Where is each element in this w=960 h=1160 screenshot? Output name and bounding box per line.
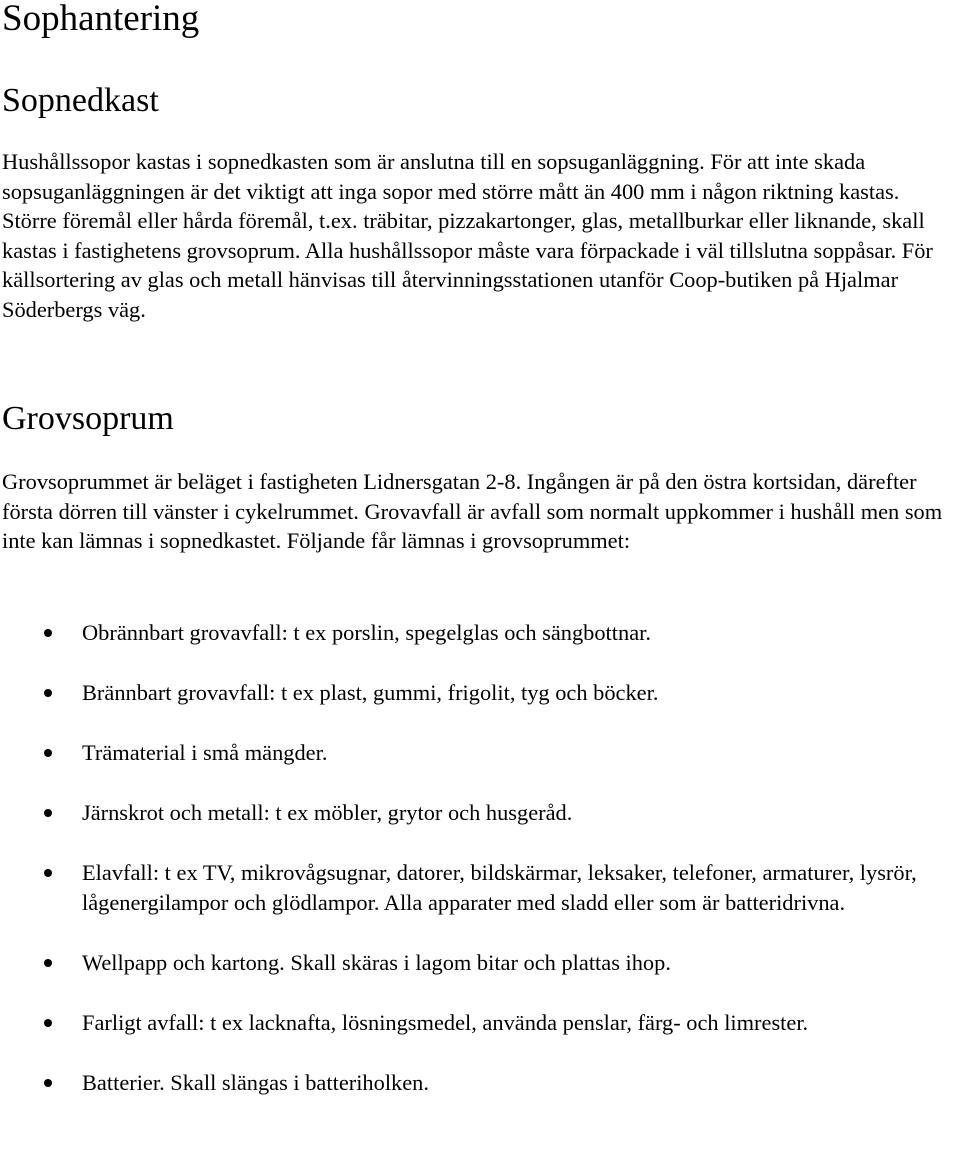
bullet-icon <box>44 1079 52 1087</box>
list-item-text: Obrännbart grovavfall: t ex porslin, spegelglas och sängbottnar. <box>82 620 651 645</box>
bullet-icon <box>44 629 52 637</box>
bullet-icon <box>44 1019 52 1027</box>
list-item-text: Brännbart grovavfall: t ex plast, gummi, frigolit, tyg och böcker. <box>82 680 659 705</box>
list-item-text: Farligt avfall: t ex lacknafta, lösningsmedel, använda penslar, färg- och limrester. <box>82 1010 809 1035</box>
list-item <box>2 1008 954 1038</box>
bullet-icon <box>44 749 52 757</box>
section-paragraph-sopnedkast: Hushållssopor kastas i sopnedkasten som är anslutna till en sopsuganläggning. För att inte skada sopsuganläggningen är det viktigt att inga sopor med större mått än 400 mm i någon riktning kastas. Större föremål eller hårda föremål, t.ex. träbitar, pizzakartonger, glas, metallburkar eller liknande, skall kastas i fastighetens grovsoprum. Alla hushållssopor måste vara förpackade i väl tillslutna soppåsar. För källsortering av glas och metall hänvisas till återvinningsstationen utanför Coop-butiken på Hjalmar Söderbergs väg. <box>2 149 933 322</box>
list-item <box>2 618 954 648</box>
bullet-icon <box>44 959 52 967</box>
list-item-text: Elavfall: t ex TV, mikrovågsugnar, datorer, bildskärmar, leksaker, telefoner, armaturer, lysrör, lågenergilampor och glödlampor. Alla apparater med sladd eller som är batteridrivna. <box>82 860 917 915</box>
section-heading-grovsoprum: Grovsoprum <box>2 400 174 437</box>
list-item <box>2 738 954 768</box>
list-item <box>2 678 954 708</box>
list-item-text: Järnskrot och metall: t ex möbler, grytor och husgeråd. <box>82 800 573 825</box>
section-paragraph-grovsoprum: Grovsoprummet är beläget i fastigheten Lidnersgatan 2-8. Ingången är på den östra kortsidan, därefter första dörren till vänster i cykelrummet. Grovavfall är avfall som normalt uppkommer i hushåll men som inte kan lämnas i sopnedkastet. Följande får lämnas i grovsoprummet: <box>2 469 943 553</box>
allowed-waste-list <box>2 618 954 1098</box>
bullet-icon <box>44 809 52 817</box>
list-item <box>2 1068 954 1098</box>
list-item <box>2 948 954 978</box>
page-title: Sophantering <box>2 0 200 39</box>
list-item <box>2 798 954 828</box>
list-item-text: Batterier. Skall slängas i batteriholken. <box>82 1070 429 1095</box>
bullet-icon <box>44 689 52 697</box>
bullet-icon <box>44 869 52 877</box>
list-item-text: Trämaterial i små mängder. <box>82 740 328 765</box>
list-item <box>2 858 954 918</box>
list-item-text: Wellpapp och kartong. Skall skäras i lagom bitar och plattas ihop. <box>82 950 671 975</box>
section-heading-sopnedkast: Sopnedkast <box>2 82 159 119</box>
